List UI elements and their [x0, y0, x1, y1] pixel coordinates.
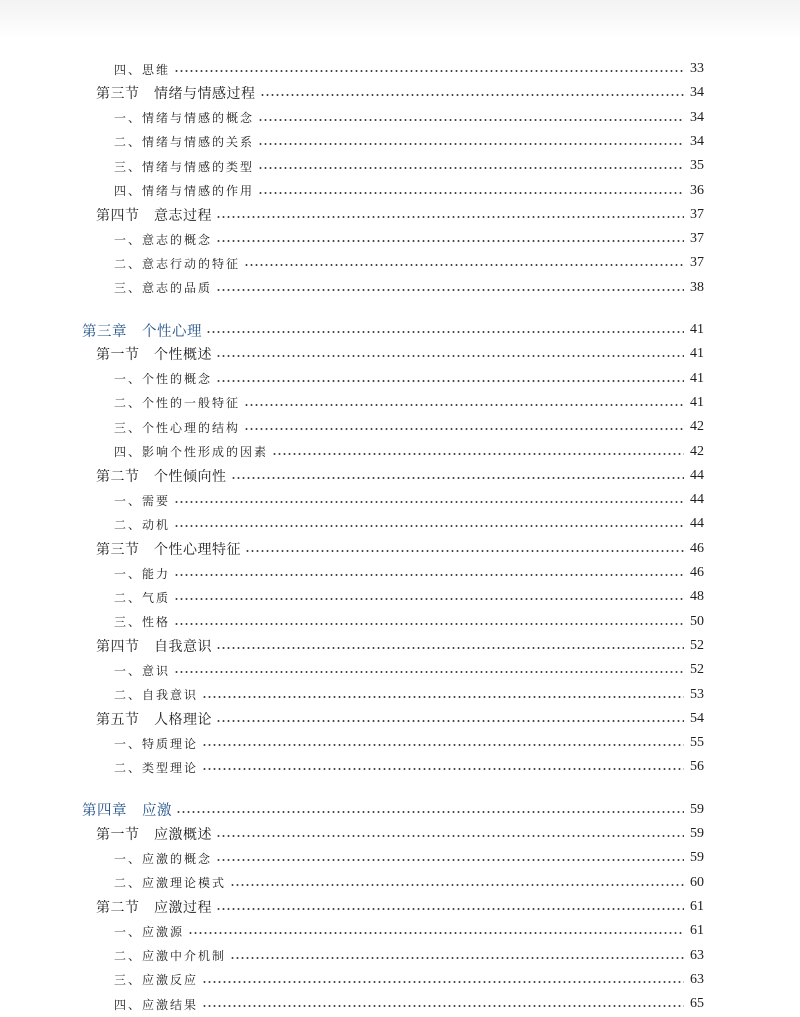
toc-item-title: 三、情绪与情感的类型 [114, 159, 255, 174]
toc-item-row [114, 993, 718, 1015]
dot-leader [174, 70, 684, 72]
toc-item-title: 一、意志的概念 [114, 232, 213, 247]
toc-item-row [114, 368, 718, 390]
toc-item-title: 二、类型理论 [114, 760, 199, 775]
dot-leader [216, 289, 684, 291]
toc-item-title: 三、应激反应 [114, 973, 199, 988]
toc-page-number: 42 [690, 419, 704, 435]
toc-item-title: 一、需要 [114, 493, 171, 508]
toc-item-title: 一、特质理论 [114, 736, 199, 751]
toc-section-row [96, 538, 718, 560]
dot-leader [230, 957, 684, 959]
dot-leader [174, 671, 684, 673]
dot-leader [176, 811, 684, 813]
dot-leader [244, 404, 684, 406]
toc-item-title: 一、意识 [114, 663, 171, 678]
toc-item-row [114, 732, 718, 754]
toc-page-number: 35 [690, 158, 704, 174]
dot-leader [202, 768, 684, 770]
dot-leader [230, 884, 684, 886]
toc-page-number: 41 [690, 322, 704, 337]
dot-leader [216, 647, 684, 649]
dot-leader [202, 1005, 684, 1007]
dot-leader [174, 598, 684, 600]
dot-leader [231, 477, 685, 479]
toc-item-title: 四、影响个性形成的因素 [114, 445, 269, 459]
toc-item-title: 四、应激结果 [114, 997, 199, 1012]
toc-page-number: 55 [690, 735, 704, 751]
dot-leader [216, 355, 684, 357]
toc-section-row [96, 708, 718, 730]
toc-page-number: 63 [690, 947, 704, 963]
toc-item-row [114, 659, 718, 681]
toc-page-number: 61 [690, 923, 704, 939]
toc-page-number: 44 [690, 467, 704, 483]
toc-item-title: 二、意志行动的特征 [114, 256, 241, 271]
dot-leader [258, 167, 684, 169]
dot-leader [216, 859, 684, 861]
toc-item-row [114, 180, 718, 202]
dot-leader [260, 94, 685, 96]
toc-section-row [96, 635, 718, 657]
toc-page-number: 37 [690, 231, 704, 247]
dot-leader [202, 696, 684, 698]
toc-item-row [114, 945, 718, 967]
toc-item-title: 二、自我意识 [114, 688, 199, 702]
dot-leader [216, 908, 684, 910]
toc-page-number: 36 [690, 182, 704, 198]
toc-item-title: 二、个性的一般特征 [114, 396, 241, 411]
toc-page-number: 41 [690, 346, 704, 362]
toc-item-title: 一、个性的概念 [114, 372, 213, 387]
toc-page-number: 65 [690, 996, 704, 1012]
toc-page-number: 38 [690, 279, 704, 295]
dot-leader [174, 574, 684, 576]
toc-page-number: 63 [690, 971, 704, 987]
dot-leader [174, 501, 684, 503]
toc-page-number: 41 [690, 370, 704, 386]
toc-item-row [114, 228, 718, 250]
toc-item-title: 二、情绪与情感的关系 [114, 135, 255, 150]
dot-leader [216, 380, 684, 382]
toc-page-number: 54 [690, 710, 704, 726]
dot-leader [206, 331, 684, 333]
toc-page-number: 34 [690, 109, 704, 125]
toc-item-row [114, 58, 718, 80]
toc-section-row [96, 823, 718, 845]
toc-page-number: 44 [690, 492, 704, 508]
toc-section-title: 第一节 应激概述 [96, 827, 212, 843]
toc-section-title: 第二节 个性倾向性 [96, 468, 227, 485]
page-top-shadow [0, 0, 800, 40]
toc-section-row [96, 82, 718, 104]
toc-page-number: 41 [690, 394, 704, 410]
dot-leader [258, 192, 684, 194]
dot-leader [258, 119, 684, 121]
toc-item-title: 三、意志的品质 [114, 281, 213, 296]
toc-item-row [114, 131, 718, 153]
toc-item-title: 二、动机 [114, 517, 171, 532]
dot-leader [216, 720, 684, 722]
toc-page-number: 34 [690, 133, 704, 149]
toc-section-title: 第三节 个性心理特征 [96, 541, 241, 558]
toc-item-row [114, 872, 718, 894]
toc-item-title: 一、应激的概念 [114, 851, 213, 866]
toc-section-title: 第二节 应激过程 [96, 899, 212, 916]
toc-item-row [114, 155, 718, 177]
toc-item-row [114, 441, 718, 463]
toc-section-title: 第四节 意志过程 [96, 207, 212, 224]
toc-section-title: 第一节 个性概述 [96, 347, 212, 364]
toc-item-title: 三、个性心理的结构 [114, 420, 241, 435]
dot-leader [202, 744, 684, 746]
toc-chapter-title: 第四章 应激 [82, 803, 172, 820]
toc-page-number: 60 [690, 874, 704, 890]
dot-leader [202, 981, 684, 983]
toc-page-number: 33 [690, 61, 704, 76]
toc-page-number: 59 [690, 826, 704, 841]
toc-page-number: 61 [690, 898, 704, 914]
dot-leader [216, 216, 684, 218]
toc-page-number: 56 [690, 759, 704, 775]
toc-item-row [114, 586, 718, 608]
toc-item-row [114, 107, 718, 129]
toc-item-title: 一、能力 [114, 566, 171, 581]
toc-item-title: 三、性格 [114, 615, 171, 630]
toc-item-row [114, 489, 718, 511]
toc-item-row [114, 513, 718, 535]
toc-section-row [96, 204, 718, 226]
toc-page-number: 52 [690, 637, 704, 653]
toc-item-row [114, 847, 718, 869]
toc-item-row [114, 562, 718, 584]
dot-leader [216, 835, 684, 837]
toc-page-number: 37 [690, 255, 704, 271]
toc-item-row [114, 684, 718, 706]
toc-chapter-row [82, 799, 718, 821]
dot-leader [245, 550, 684, 552]
toc-page-number: 53 [690, 686, 704, 702]
toc-page-number: 48 [690, 589, 704, 605]
toc-item-title: 四、情绪与情感的作用 [114, 184, 255, 198]
toc-page-number: 52 [690, 662, 704, 678]
toc-page-number: 46 [690, 565, 704, 580]
toc-item-row [114, 416, 718, 438]
dot-leader [272, 453, 684, 455]
toc-section-row [96, 896, 718, 918]
toc-item-row [114, 392, 718, 414]
toc-page-number: 59 [690, 801, 704, 817]
toc-section-row [96, 343, 718, 365]
toc-page-number: 50 [690, 613, 704, 629]
toc-item-title: 四、思维 [114, 62, 171, 77]
toc-section-title: 第五节 人格理论 [96, 711, 212, 728]
dot-leader [216, 240, 684, 242]
toc-item-row [114, 611, 718, 633]
toc-item-row [114, 756, 718, 778]
dot-leader [244, 428, 684, 430]
toc-page-number: 46 [690, 540, 704, 556]
toc-page-number: 34 [690, 85, 704, 101]
toc-item-row [114, 277, 718, 299]
toc-item-title: 一、情绪与情感的概念 [114, 111, 255, 126]
toc-page-number: 37 [690, 206, 704, 222]
toc-item-title: 二、气质 [114, 590, 171, 605]
toc-chapter-row [82, 319, 718, 341]
toc-item-row [114, 969, 718, 991]
toc-item-title: 二、应激理论模式 [114, 876, 227, 891]
toc-page-number: 59 [690, 850, 704, 866]
dot-leader [174, 623, 684, 625]
toc-section-title: 第三节 情绪与情感过程 [96, 86, 256, 103]
toc-item-title: 二、应激中介机制 [114, 949, 227, 963]
toc-item-row [114, 252, 718, 274]
toc-page-number: 44 [690, 516, 704, 532]
dot-leader [188, 932, 684, 934]
toc-item-title: 一、应激源 [114, 924, 185, 939]
toc-section-row [96, 465, 718, 487]
toc-item-row [114, 920, 718, 942]
dot-leader [174, 525, 684, 527]
dot-leader [244, 264, 684, 266]
toc-page-number: 42 [690, 443, 704, 459]
toc-section-title: 第四节 自我意识 [96, 638, 212, 655]
dot-leader [258, 143, 684, 145]
toc-chapter-title: 第三章 个性心理 [82, 323, 202, 340]
